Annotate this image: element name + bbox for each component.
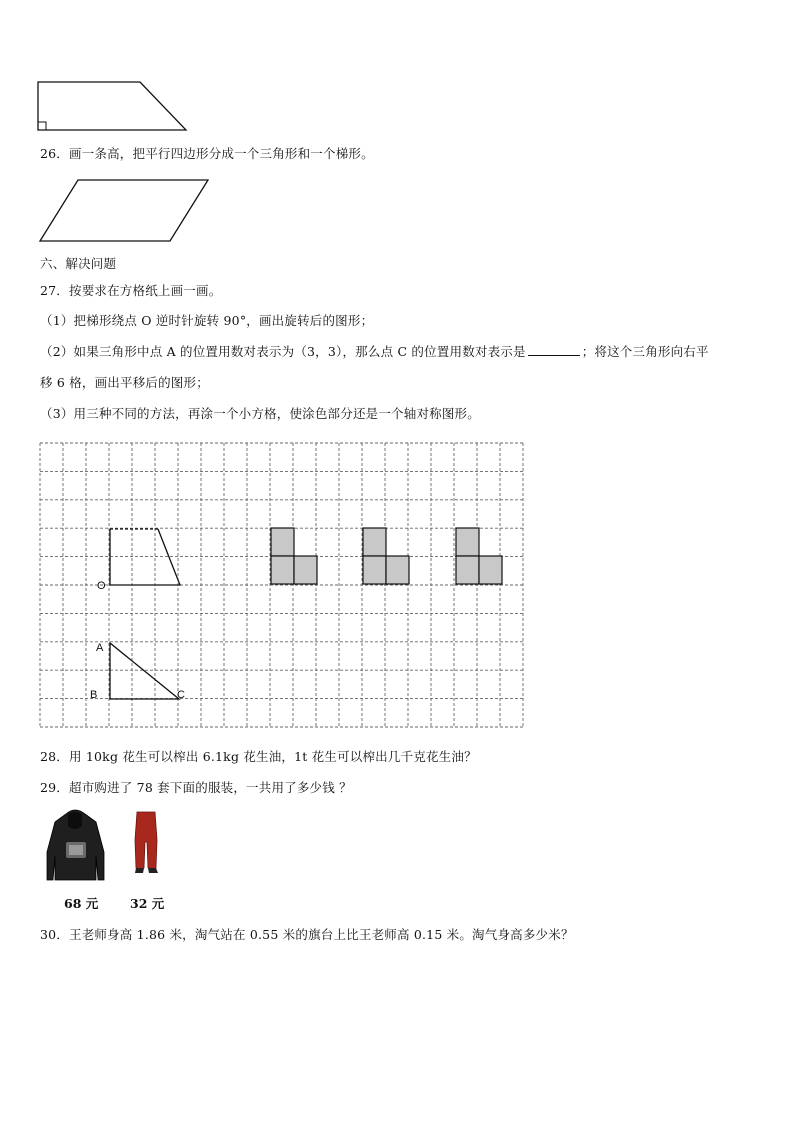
question-27-part-2-continued: 移 6 格，画出平移后的图形； <box>40 375 209 390</box>
pants-price: 32 元 <box>130 896 165 911</box>
hoodie-price: 68 元 <box>64 896 99 911</box>
question-28: 28．用 10kg 花生可以榨出 6.1kg 花生油，1t 花生可以榨出几千克花生油？ <box>40 749 477 764</box>
label-point-a: A <box>96 642 104 654</box>
section-6-title: 六、解决问题 <box>40 256 117 271</box>
label-point-o: O <box>97 580 106 592</box>
question-30: 30．王老师身高 1.86 米，淘气站在 0.55 米的旗台上比王老师高 0.15 米。淘气身高多少米？ <box>40 927 574 942</box>
question-27-part-3: （3）用三种不同的方法，再涂一个小方格，使涂色部分还是一个轴对称图形。 <box>40 406 480 421</box>
question-27: 27．按要求在方格纸上画一画。 <box>40 283 222 298</box>
question-29: 29．超市购进了 78 套下面的服装，一共用了多少钱 ？ <box>40 780 352 795</box>
question-27-part-2: （2）如果三角形中点 A 的位置用数对表示为（3，3），那么点 C 的位置用数对表示是 ；将这个三角形向右平 <box>40 344 709 359</box>
question-26: 26．画一条高，把平行四边形分成一个三角形和一个梯形。 <box>40 146 374 161</box>
label-point-c: C <box>177 689 185 701</box>
label-point-b: B <box>90 689 98 701</box>
question-27-part-1: （1）把梯形绕点 O 逆时针旋转 90°，画出旋转后的图形； <box>40 313 374 328</box>
